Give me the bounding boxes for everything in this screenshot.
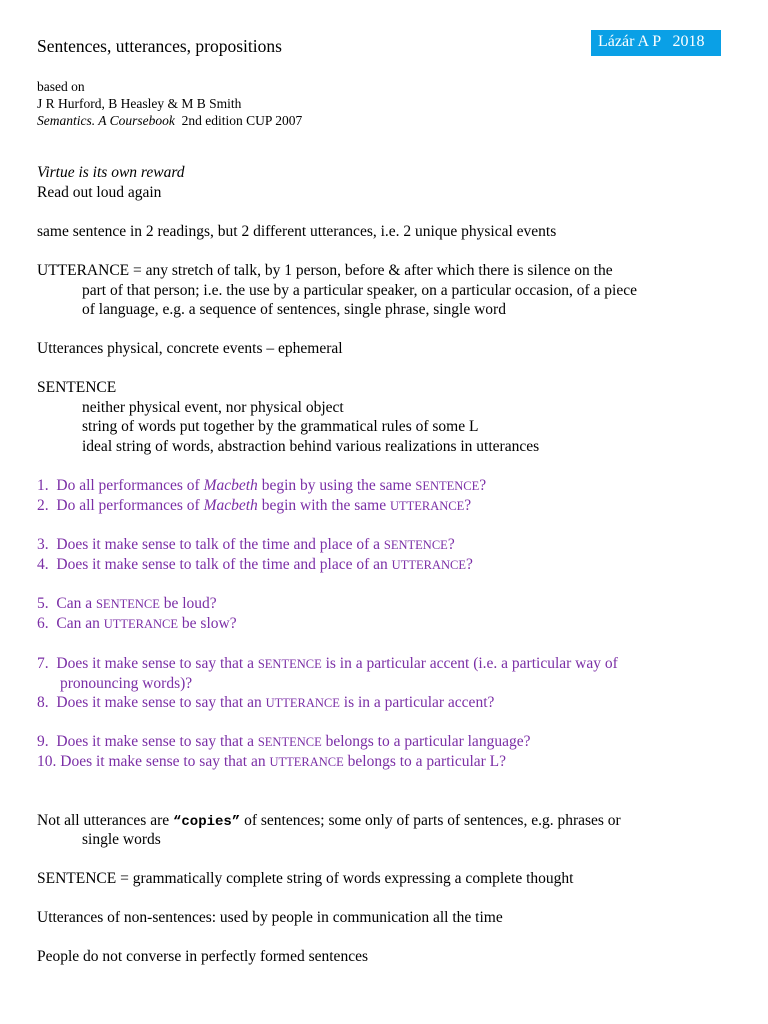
question-text: ? [464,497,472,514]
question-number: 9. [37,733,49,750]
non-sentences-note: Utterances of non-sentences: used by people in communication all the time [37,909,503,926]
question-7-continuation: pronouncing words)? [60,675,193,692]
question-4 [37,557,473,573]
macbeth-title: Macbeth [203,497,258,514]
term-utterance: UTTERANCE [389,499,465,513]
question-text: begin with the same [257,497,390,514]
question-text: Does it make sense to say that an [56,694,266,711]
question-text: Does it make sense to say that a [56,655,258,672]
question-number: 2. [37,497,49,514]
term-sentence: SENTENCE [257,735,322,749]
instruction-text: Read out loud again [37,184,162,201]
copies-statement [37,813,621,829]
question-text: ? [479,477,487,494]
term-sentence: SENTENCE [383,538,448,552]
term-sentence: SENTENCE [95,597,160,611]
question-8 [37,695,494,711]
observation-text: same sentence in 2 readings, but 2 different utterances, i.e. 2 unique physical events [37,223,557,240]
question-text: Do all performances of [56,477,204,494]
copies-quoted-term: “copies” [173,814,241,830]
utterance-definition-line-3: of language, e.g. a sequence of sentences, single phrase, single word [82,301,506,318]
question-6 [37,616,237,632]
term-sentence: SENTENCE [415,479,480,493]
copies-text: of sentences; some only of parts of sentences, e.g. phrases or [240,812,621,829]
author-year-text: Lázár A P 2018 [598,33,705,50]
question-number: 8. [37,694,49,711]
question-text: ? [465,556,473,573]
conversation-note: People do not converse in perfectly formed sentences [37,948,368,965]
term-sentence: SENTENCE [257,657,322,671]
question-10 [37,754,506,770]
question-text: Does it make sense to talk of the time and place of an [56,556,392,573]
term-utterance: UTTERANCE [103,617,179,631]
question-9 [37,734,530,750]
question-text: is in a particular accent (i.e. a particular way of [321,655,618,672]
question-text: Can an [56,615,104,632]
sentence-point: ideal string of words, abstraction behind various realizations in utterances [82,438,540,455]
question-3 [37,537,455,553]
sentence-heading: SENTENCE [37,379,117,396]
utterance-definition-line-2: part of that person; i.e. the use by a particular speaker, on a particular occasion, of a piece [82,282,637,299]
sentence-point: neither physical event, nor physical object [82,399,344,416]
question-text: belongs to a particular L? [343,753,507,770]
question-7 [37,656,618,672]
utterance-definition-line-1: UTTERANCE = any stretch of talk, by 1 person, before & after which there is silence on the [37,262,613,279]
term-utterance: UTTERANCE [391,558,466,572]
question-number: 5. [37,595,49,612]
question-5 [37,596,217,612]
author-year-badge [591,30,721,56]
question-text: Does it make sense to say that an [60,753,270,770]
question-text: Does it make sense to talk of the time and place of a [56,536,384,553]
source-edition: 2nd edition CUP 2007 [181,113,303,128]
question-number: 6. [37,615,49,632]
source-book-title: Semantics. A Coursebook [37,113,175,128]
copies-continuation: single words [82,831,161,848]
question-text: begin by using the same [257,477,416,494]
example-sentence: Virtue is its own reward [37,164,185,181]
page-title: Sentences, utterances, propositions [37,36,282,56]
question-text: belongs to a particular language? [321,733,531,750]
term-utterance: UTTERANCE [265,696,340,710]
macbeth-title: Macbeth [203,477,258,494]
term-utterance: UTTERANCE [269,755,344,769]
question-text: Do all performances of [56,497,204,514]
question-1 [37,478,486,494]
sentence-full-definition: SENTENCE = grammatically complete string of words expressing a complete thought [37,870,574,887]
source-authors: J R Hurford, B Heasley & M B Smith [37,96,242,111]
question-2 [37,498,471,514]
utterance-note: Utterances physical, concrete events – ephemeral [37,340,343,357]
question-text: ? [447,536,455,553]
question-number: 10. [37,753,57,770]
question-number: 1. [37,477,49,494]
copies-text: Not all utterances are [37,812,173,829]
based-on-label: based on [37,79,85,94]
question-text: Does it make sense to say that a [56,733,258,750]
question-number: 7. [37,655,49,672]
source-reference [37,114,302,128]
question-text: is in a particular accent? [339,694,495,711]
question-text: be slow? [178,615,237,632]
sentence-point: string of words put together by the grammatical rules of some L [82,418,479,435]
question-text: Can a [56,595,96,612]
question-number: 4. [37,556,49,573]
question-number: 3. [37,536,49,553]
question-text: be loud? [159,595,217,612]
